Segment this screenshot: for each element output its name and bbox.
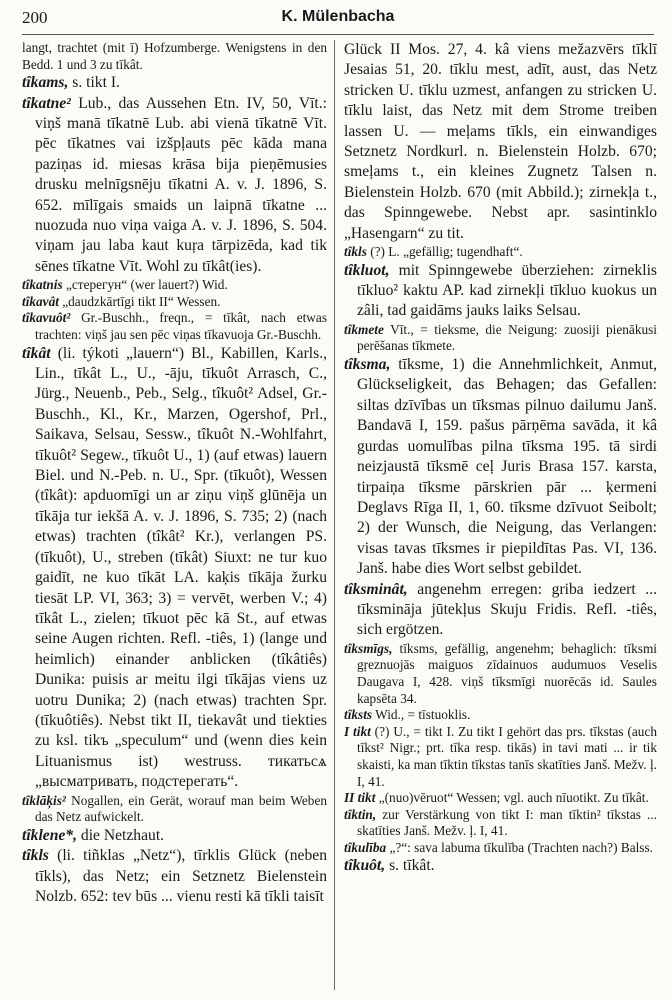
running-head: K. Mülenbacha — [281, 8, 395, 25]
column-divider — [334, 40, 335, 990]
entry-headword: tîkavuôt² — [22, 310, 71, 326]
entry-text: die Netzhaut. — [77, 826, 165, 844]
entry-headword: tîkatnis — [22, 277, 63, 293]
dictionary-entry — [344, 790, 657, 807]
entry-headword: tîkavât — [22, 293, 59, 309]
entry-text: s. tīkât. — [385, 857, 435, 875]
entry-text: „?“: sava labuma tīkulība (Trachten nach?) Balss. — [386, 839, 653, 855]
dictionary-entry — [344, 322, 657, 355]
entry-text: „(nuo)vēruot“ Wessen; vgl. auch nīuotikt. Zu tīkât. — [375, 790, 649, 806]
entry-headword: I tikt — [344, 723, 371, 739]
dictionary-entry — [344, 244, 657, 261]
entry-headword: tîksts — [344, 707, 373, 723]
entry-text: Wid., = tīstuoklis. — [372, 707, 471, 723]
entry-text: Nogallen, ein Gerät, worauf man beim Weben das Netz aufwickelt. — [35, 792, 327, 825]
entry-headword: tîkuôt, — [344, 857, 386, 875]
page-header — [22, 4, 654, 35]
entry-headword: tîkât — [22, 344, 51, 362]
entry-text: Vīt., = tieksme, die Neigung: zuosiji pienākusi perēšanas tīkmete. — [357, 321, 657, 354]
entry-headword: tîkls — [22, 847, 49, 865]
entry-headword: tîkatne² — [22, 94, 71, 112]
entry-text: angenehm erregen: griba iedzert ... tīksmināja jūtekļus Skuju Fridis. Refl. -tiês, sich ergötzen. — [357, 580, 657, 639]
dictionary-entry — [22, 793, 327, 826]
dictionary-entry — [22, 277, 327, 294]
entry-headword: tîksmīgs, — [344, 640, 393, 656]
entry-headword: tîkulība — [344, 839, 387, 855]
entry-headword: tîksma, — [344, 356, 391, 374]
dictionary-entry — [22, 73, 327, 93]
left-column — [22, 40, 327, 994]
entry-headword: tîkmete — [344, 321, 384, 337]
entry-headword: tîktin, — [344, 806, 377, 822]
right-column — [344, 40, 657, 994]
page-number: 200 — [22, 8, 48, 27]
entry-text: (?) U., = tikt I. Zu tikt I gehört das prs. tīkstas (auch tīkst² Nigr.; prt. tīka resp. tikās) in tavi mati ... ir tik skaisti, ka man tīktin tīkstas tanīs skatīties Janš. Mežv. ļ. I, 41. — [357, 723, 657, 789]
dictionary-entry — [22, 344, 327, 793]
entry-text: mit Spinngewebe überziehen: zirneklis tīkluo² kaktu AP. kad zirnekļi tīkluo kuokus un zâli, tad gaidāms jauks laiks Selsau. — [357, 261, 657, 320]
entry-headword: tîklāķis² — [22, 792, 66, 808]
entry-headword: tîklene*, — [22, 826, 78, 844]
dictionary-entry — [22, 826, 327, 846]
dictionary-entry — [344, 261, 657, 322]
entry-text: Glück II Mos. 27, 4. kâ viens mežazvērs tīklī Jesaias 51, 20. tīklu mest, adīt, aust, das Netz stricken U. tīklu uzmest, anfangen zu stricken U. tīklu laist, das Netz mit dem Strome treiben lassen U. — meļams tīkls, ein einwandiges Setznetz Nordkurl. n. Bielenstein Holzb. 670; smeļams t., ein kleines Zugnetz Talsen n. Bielenstein Holzb. 670 (mit Abbild.); zirnekļa t., das Spinngewebe. Nebst apr. sasintinklo „Hasengarn“ zu tit. — [344, 41, 657, 242]
dictionary-entry — [344, 40, 657, 244]
entry-text: (li. týkoti „lauern“) Bl., Kabillen, Karls., Lin., tīkât L., U., -āju, tīkuôt Arrasch, C., Jürg., Neuenb., Peb., Selg., tîkuôt² Adsel, Gr.-Buschh., Kl., Kr., Marzen, Ogershof, Prl., Saikava, Selsau, Sessw., tîkuôt N.-Wohlfahrt, tīkuôt² Segew., tīkuôt U., 1) (auf etwas) lauern Biel. und N.-Peb. n. U., Spr. (tīkuôt), Wessen (tîkât): apduomīgi un ar ziņu viņš glūnēja un tīkāja tur iekšā A. v. J. 1896, S. 735; 2) (nach etwas) trachten (tîkât² Kr.), verlangen PS. (tīkuôt), U., streben (tīkât) Siuxt: ne tur kuo gaidīt, ne kuo tīkāt LA. kaķis tīkāja žurku tiesāt LP. VI, 363; 3) = vervēt, werben V.; 4) tīkât L., zielen; tīkuot pēc kā St., auf etwas seine Augen richten. Refl. -tiês, 1) (lange und heimlich) einander anblicken (tîkâtiês) Dunika: puisis ar meitu ilgi tīkājas viens uz uotru Dunika; 2) (nach etwas) trachten Spr. (tīkuôtiês). Nebst tikt II, tiekavât und tiekties zu ksl. tikъ „speculum“ und (wenn dies kein Lituanismus ist) westruss. тикатьсѧ „высматривать, подстерегать“. — [35, 344, 327, 791]
entry-text: (li. tiñklas „Netz“), tīrklis Glück (neben tīkls), das Netz; ein Setznetz Bielenstein Nolzb. 652: tev būs ... vienu resti kā tīkli taisīt — [35, 847, 327, 905]
dictionary-entry — [344, 641, 657, 707]
entry-headword: II tikt — [344, 790, 376, 806]
entry-headword: tîksminât, — [344, 580, 408, 598]
entry-text: tīksms, gefällig, angenehm; behaglich: tīksmi gŗeznuojās maiguos zīdainuos audumuos Veselis Daugava I, 428. viņš tīksmīgi nuorēcās id. Saules kapsēta 34. — [357, 640, 657, 706]
entry-headword: tîkls — [344, 244, 367, 260]
dictionary-entry — [344, 355, 657, 579]
dictionary-entry — [22, 94, 327, 278]
dictionary-entry — [344, 707, 657, 724]
dictionary-entry — [344, 580, 657, 641]
dictionary-entry — [344, 840, 657, 857]
entry-text: zur Verstärkung von tikt I: man tīktin² tīkstas ... skatīties Janš. Mežv. ļ. I, 41. — [357, 806, 657, 839]
entry-headword: tîkluot, — [344, 261, 390, 279]
entry-text: „daudzkārtīgi tikt II“ Wessen. — [58, 293, 221, 309]
entry-text: „стeрeгун“ (wer lauert?) Wid. — [62, 277, 228, 293]
entry-text: s. tikt I. — [68, 74, 120, 92]
dictionary-entry — [344, 807, 657, 840]
entry-text: Lub., das Aussehen Etn. IV, 50, Vīt.: viņš manā tīkatnē Lub. abi vienā tīkatnē Vīt. pēc tīkatnes vai izšpļauts pēc kāda mana paziņas id. miesas krāsa bija pieņēmusies drusku melnīgsnēju tīkatni A. v. J. 1896, S. 652. mīlīgais smaids un laipnā tīkatne ... nuozuda nuo viņa vaiga A. v. J. 1896, S. 504. viņam jau laba kaut kuŗa tārpizēda, kad tik sēnes tīkatne Vīt. Wohl zu tīkât(ies). — [35, 94, 327, 275]
dictionary-entry — [344, 856, 657, 876]
dictionary-entry — [22, 40, 327, 73]
entry-headword: tîkams, — [22, 74, 69, 92]
dictionary-entry — [344, 724, 657, 790]
entry-text: (?) L. „gefällig; tugendhaft“. — [366, 244, 523, 260]
dictionary-entry — [22, 846, 327, 907]
entry-text: tīksme, 1) die Annehmlichkeit, Anmut, Glückseligkeit, das Behagen; das Gefallen: siltas dzīvības un tīksmas pilnuo dailumu Janš. Bandavā I, 159. pašus pārņēma savāda, it kâ gurdas uomulības pilna tīksma 195. tā sirdi neizjaustā tīksmē ceļ Juris Brasa 157. karsta, tirpaiņa tīksme pārskrien pār ... ķermeni Deglavs Rīga II, 1, 60. tīksme dzīvuot Seibolt; 2) der Wunsch, die Neigung, das Verlangen: visas tavas tīksmes ir piepildītas Pas. VI, 136. Janš. habe dies Wort selbst gebildet. — [357, 356, 657, 578]
dictionary-entry — [22, 310, 327, 343]
dictionary-entry — [22, 294, 327, 311]
entry-text: langt, trachtet (mit ī) Hofzumberge. Wenigstens in den Bedd. 1 und 3 zu tīkât. — [22, 40, 327, 72]
entry-text: Gr.-Buschh., freqn., = tīkât, nach etwas trachten: viņš jau sen pēc viņas tīkavuoja Gr.-Buschh. — [35, 310, 327, 343]
